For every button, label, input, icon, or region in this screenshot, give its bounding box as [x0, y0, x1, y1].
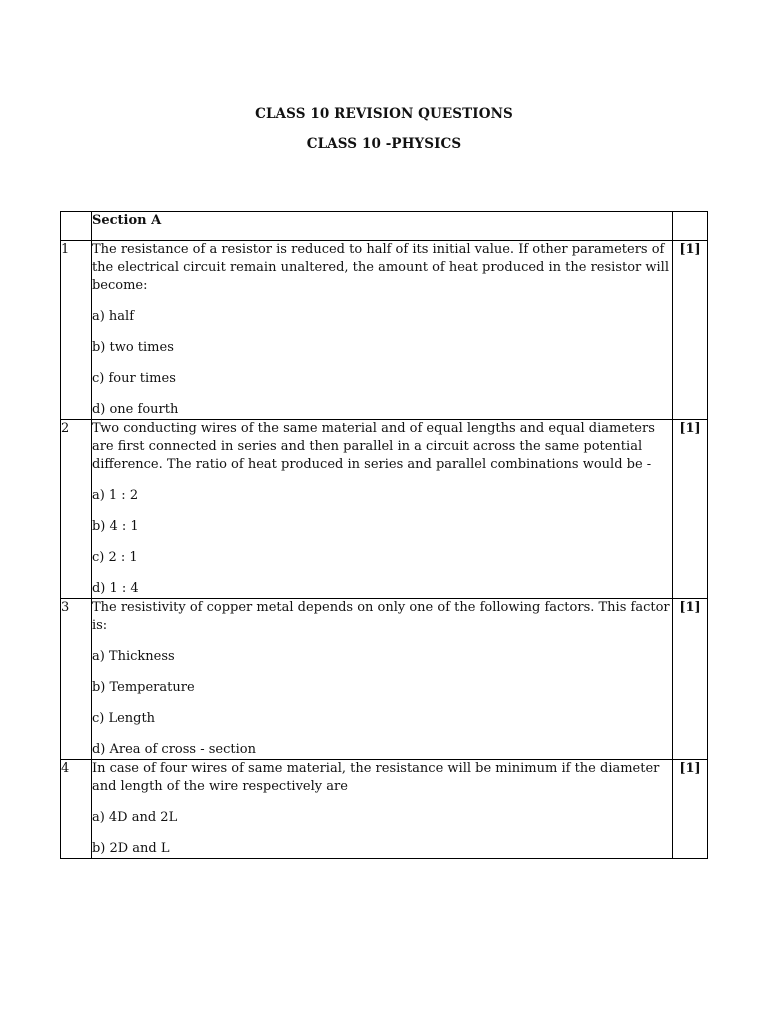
option-c: c) 2 : 1: [91, 550, 138, 565]
section-label: Section A: [91, 212, 672, 241]
question-cell: [91, 241, 672, 420]
option-c: c) four times: [91, 371, 176, 386]
option-a: a) 1 : 2: [91, 488, 139, 503]
option-d: d) one fourth: [91, 402, 179, 417]
question-cell: [91, 599, 672, 760]
option-c: c) Length: [91, 711, 156, 726]
question-text: Two conducting wires of the same material and of equal lengths and equal diameters are first connected in series and then parallel in a circuit across the same potential difference. The ratio of heat produced in series and parallel combinations would be -: [91, 421, 655, 472]
question-marks: [1]: [673, 599, 708, 760]
document-subtitle: CLASS 10 -PHYSICS: [306, 136, 462, 152]
section-header-row: [61, 212, 708, 241]
question-row: [61, 599, 708, 760]
question-number: 2: [61, 420, 92, 599]
option-d: d) 1 : 4: [91, 581, 139, 596]
question-number: 3: [61, 599, 92, 760]
option-b: b) 4 : 1: [91, 519, 139, 534]
option-a: a) Thickness: [91, 649, 175, 664]
question-cell: [91, 420, 672, 599]
option-b: b) 2D and L: [91, 841, 170, 856]
question-text: The resistivity of copper metal depends on only one of the following factors. This factor is:: [91, 600, 670, 633]
question-row: [61, 420, 708, 599]
option-a: a) 4D and 2L: [91, 810, 178, 825]
question-cell: [91, 760, 672, 859]
question-number: 1: [61, 241, 92, 420]
question-text: In case of four wires of same material, the resistance will be minimum if the diameter and length of the wire respectively are: [91, 761, 660, 794]
option-b: b) two times: [91, 340, 174, 355]
option-a: a) half: [91, 309, 134, 324]
questions-table: [60, 211, 708, 859]
question-marks: [1]: [673, 760, 708, 859]
question-marks: [1]: [673, 241, 708, 420]
question-marks: [1]: [673, 420, 708, 599]
section-number-cell: [61, 212, 92, 241]
document-title: CLASS 10 REVISION QUESTIONS: [255, 106, 513, 122]
question-row: [61, 760, 708, 859]
question-text: The resistance of a resistor is reduced to half of its initial value. If other parameters of the electrical circuit remain unaltered, the amount of heat produced in the resistor will become:: [91, 242, 669, 293]
option-b: b) Temperature: [91, 680, 195, 695]
option-d: d) Area of cross - section: [91, 742, 256, 757]
question-row: [61, 241, 708, 420]
section-marks-cell: [673, 212, 708, 241]
question-number: 4: [61, 760, 92, 859]
